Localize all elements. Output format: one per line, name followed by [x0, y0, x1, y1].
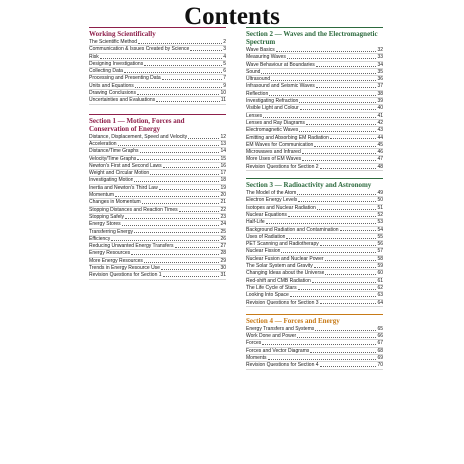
- toc-dot-leader: [163, 276, 220, 277]
- toc-entry-title: Reducing Unwanted Energy Transfers: [89, 243, 174, 250]
- toc-entry[interactable]: [246, 127, 383, 134]
- section-sec1: [89, 114, 226, 280]
- toc-entry-title: Uses of Radiation: [246, 233, 286, 240]
- toc-dot-leader: [134, 181, 219, 182]
- toc-dot-leader: [263, 117, 376, 118]
- toc-dot-leader: [302, 153, 377, 154]
- toc-entry-title: Collecting Data: [89, 68, 123, 75]
- toc-entry-page: 64: [377, 299, 383, 306]
- toc-dot-leader: [135, 87, 222, 88]
- toc-dot-leader: [286, 238, 376, 239]
- toc-entry-page: 59: [377, 263, 383, 270]
- toc-entry-title: Revision Questions for Section 1: [89, 272, 162, 279]
- toc-entry[interactable]: [89, 46, 226, 53]
- toc-entry[interactable]: [246, 54, 383, 61]
- toc-entry-page: 7: [223, 75, 226, 82]
- toc-entry-title: Stopping Distances and Reaction Times: [89, 206, 178, 213]
- toc-entry-title: Energy Transfers and Systems: [246, 325, 315, 332]
- toc-entry[interactable]: [246, 241, 383, 248]
- toc-entry[interactable]: [246, 120, 383, 127]
- toc-entry-page: 2: [223, 39, 226, 45]
- toc-entry-page: 51: [377, 204, 383, 211]
- toc-entry-page: 49: [377, 190, 383, 197]
- toc-dot-leader: [266, 223, 377, 224]
- toc-dot-leader: [137, 159, 219, 160]
- toc-entry[interactable]: [246, 285, 383, 292]
- toc-entry-page: 5: [223, 60, 226, 67]
- toc-entry-title: Communication & Issues Created by Science: [89, 46, 190, 53]
- toc-entry-page: 14: [220, 148, 226, 155]
- toc-dot-leader: [100, 58, 222, 59]
- toc-entry-page: 20: [220, 192, 226, 199]
- toc-dot-leader: [325, 274, 376, 275]
- toc-entry-page: 37: [377, 83, 383, 90]
- toc-entry[interactable]: [246, 355, 383, 362]
- toc-entry-title: Measuring Waves: [246, 54, 286, 61]
- toc-entry-page: 26: [220, 235, 226, 242]
- toc-dot-leader: [134, 232, 219, 233]
- toc-entry-title: Half-Life: [246, 219, 265, 226]
- toc-dot-leader: [262, 344, 376, 345]
- toc-entry[interactable]: [89, 199, 226, 206]
- toc-entry-page: 13: [220, 140, 226, 147]
- toc-entry-title: Drawing Conclusions: [89, 90, 136, 97]
- toc-dot-leader: [302, 160, 376, 161]
- toc-entry-page: 62: [377, 284, 383, 291]
- toc-entry-title: Uncertainties and Evaluations: [89, 97, 156, 104]
- toc-dot-leader: [314, 146, 376, 147]
- section-heading: Section 2 — Waves and the Electromagnetic Spectrum: [246, 27, 383, 46]
- toc-entry[interactable]: [89, 177, 226, 184]
- toc-entry-page: 35: [377, 68, 383, 75]
- toc-entry[interactable]: [246, 227, 383, 234]
- toc-dot-leader: [269, 95, 376, 96]
- toc-entry-page: 22: [220, 206, 226, 213]
- toc-entry-page: 17: [220, 170, 226, 177]
- toc-entry-page: 53: [377, 219, 383, 226]
- toc-entry-title: Red-shift and CMB Radiation: [246, 277, 311, 284]
- toc-entry[interactable]: [246, 205, 383, 212]
- toc-entry-page: 69: [377, 354, 383, 361]
- toc-entry-page: 19: [220, 184, 226, 191]
- toc-dot-leader: [271, 80, 376, 81]
- toc-dot-leader: [161, 269, 219, 270]
- toc-entry-page: 32: [377, 47, 383, 53]
- toc-entry-title: Nuclear Fission: [246, 248, 281, 255]
- toc-entry[interactable]: [246, 76, 383, 83]
- toc-entry-title: EM Waves for Communication: [246, 141, 314, 148]
- toc-dot-leader: [140, 152, 220, 153]
- toc-dot-leader: [111, 240, 219, 241]
- toc-entry-page: 30: [220, 265, 226, 272]
- toc-entry[interactable]: [246, 300, 383, 307]
- toc-entry[interactable]: [89, 170, 226, 177]
- toc-dot-leader: [300, 109, 377, 110]
- toc-dot-leader: [298, 201, 376, 202]
- toc-entry[interactable]: [246, 219, 383, 226]
- toc-entry[interactable]: [246, 197, 383, 204]
- toc-dot-leader: [299, 131, 376, 132]
- toc-dot-leader: [314, 267, 377, 268]
- toc-entry-title: Forces: [246, 340, 262, 347]
- toc-entry[interactable]: [246, 212, 383, 219]
- toc-entry-title: The Model of the Atom: [246, 190, 297, 197]
- toc-entry[interactable]: [246, 234, 383, 241]
- toc-dot-leader: [268, 359, 377, 360]
- toc-entry-title: More Energy Resources: [89, 257, 143, 264]
- toc-dot-leader: [125, 218, 219, 219]
- toc-entry[interactable]: [89, 163, 226, 170]
- toc-entry-title: Ultrasound: [246, 76, 271, 83]
- toc-entry[interactable]: [89, 192, 226, 199]
- toc-entry-title: Efficiency: [89, 235, 111, 242]
- toc-dot-leader: [340, 230, 377, 231]
- toc-entry[interactable]: [89, 221, 226, 228]
- toc-dot-leader: [316, 87, 377, 88]
- toc-entry[interactable]: [89, 97, 226, 104]
- toc-entry[interactable]: [89, 141, 226, 148]
- toc-dot-leader: [122, 225, 220, 226]
- toc-entry-title: Trends in Energy Resource Use: [89, 265, 160, 272]
- toc-dot-leader: [325, 260, 377, 261]
- toc-entry[interactable]: [89, 54, 226, 61]
- toc-entry[interactable]: [246, 190, 383, 197]
- section-heading: Section 1 — Motion, Forces and Conservation of Energy: [89, 114, 226, 133]
- toc-entry[interactable]: [89, 83, 226, 90]
- toc-entry-title: Investigating Refraction: [246, 98, 299, 105]
- toc-entry-page: 67: [377, 340, 383, 347]
- toc-entry[interactable]: [246, 270, 383, 277]
- toc-dot-leader: [320, 303, 377, 304]
- toc-entry-title: Risk: [89, 53, 99, 60]
- section-sec3: [246, 178, 383, 307]
- section-heading: Working Scientifically: [89, 27, 226, 38]
- toc-entry[interactable]: [246, 62, 383, 69]
- toc-entry-title: Wave Behaviour at Boundaries: [246, 61, 315, 68]
- toc-dot-leader: [317, 209, 377, 210]
- toc-entry-page: 34: [377, 61, 383, 68]
- toc-entry-title: Microwaves and Infrared: [246, 149, 301, 156]
- toc-entry-page: 38: [377, 90, 383, 97]
- toc-entry[interactable]: [246, 69, 383, 76]
- toc-entry-title: Units and Equations: [89, 82, 134, 89]
- toc-entry-title: Background Radiation and Contamination: [246, 226, 339, 233]
- toc-entry-title: Stopping Safely: [89, 213, 125, 220]
- toc-entry-title: Nuclear Fusion and Nuclear Power: [246, 255, 324, 262]
- toc-entry-page: 50: [377, 197, 383, 204]
- toc-dot-leader: [288, 216, 377, 217]
- toc-dot-leader: [179, 211, 220, 212]
- toc-entry[interactable]: [246, 348, 383, 355]
- toc-entry[interactable]: [89, 250, 226, 257]
- toc-entry-title: Newton's First and Second Laws: [89, 162, 162, 169]
- toc-entry-page: 33: [377, 54, 383, 61]
- toc-entry-page: 60: [377, 270, 383, 277]
- toc-entry-page: 46: [377, 149, 383, 156]
- toc-entry[interactable]: [89, 90, 226, 97]
- toc-entry-title: More Uses of EM Waves: [246, 156, 302, 163]
- toc-dot-leader: [156, 101, 220, 102]
- toc-dot-leader: [162, 79, 223, 80]
- toc-entry-title: Inertia and Newton's Third Law: [89, 184, 158, 191]
- toc-entry[interactable]: [89, 243, 226, 250]
- toc-entry[interactable]: [246, 340, 383, 347]
- toc-entry-page: 29: [220, 257, 226, 264]
- toc-entry-page: 58: [377, 255, 383, 262]
- toc-entry[interactable]: [89, 39, 226, 46]
- toc-entry[interactable]: [89, 214, 226, 221]
- toc-entry-title: Moments: [246, 354, 267, 361]
- toc-entry-page: 43: [377, 127, 383, 134]
- toc-entry-title: Sound: [246, 68, 261, 75]
- toc-entry-page: 63: [377, 292, 383, 299]
- toc-entry-page: 66: [377, 333, 383, 340]
- toc-dot-leader: [315, 330, 376, 331]
- toc-dot-leader: [118, 145, 220, 146]
- toc-entry[interactable]: [246, 91, 383, 98]
- toc-entry[interactable]: [89, 272, 226, 279]
- toc-entry-page: 27: [220, 243, 226, 250]
- toc-entry-page: 21: [220, 199, 226, 206]
- toc-dot-leader: [310, 352, 376, 353]
- toc-entry-title: Electron Energy Levels: [246, 197, 298, 204]
- toc-entry-title: Changes in Momentum: [89, 199, 141, 206]
- toc-entry-title: Revision Questions for Section 3: [246, 299, 319, 306]
- toc-entry-page: 11: [220, 97, 226, 104]
- toc-entry-page: 39: [377, 98, 383, 105]
- toc-entry-page: 65: [377, 325, 383, 332]
- toc-dot-leader: [261, 73, 376, 74]
- toc-entry-title: Changing Ideas about the Universe: [246, 270, 325, 277]
- toc-entry-page: 6: [223, 68, 226, 75]
- toc-entry-page: 61: [377, 277, 383, 284]
- toc-entry-title: Infrasound and Seismic Waves: [246, 83, 315, 90]
- toc-entry[interactable]: [246, 156, 383, 163]
- toc-entry-page: 15: [220, 155, 226, 162]
- toc-entry[interactable]: [246, 47, 383, 54]
- toc-dot-leader: [144, 65, 222, 66]
- toc-dot-leader: [190, 50, 222, 51]
- toc-entry-page: 16: [220, 162, 226, 169]
- toc-entry-page: 68: [377, 347, 383, 354]
- toc-entry-page: 3: [223, 46, 226, 53]
- toc-entry-title: Energy Stores: [89, 221, 121, 228]
- toc-entry[interactable]: [89, 148, 226, 155]
- toc-entry-title: Visible Light and Colour: [246, 105, 299, 112]
- toc-entry[interactable]: [89, 61, 226, 68]
- toc-dot-leader: [115, 196, 219, 197]
- toc-dot-leader: [159, 189, 220, 190]
- toc-entry-title: The Scientific Method: [89, 39, 138, 45]
- toc-entry-title: Emitting and Absorbing EM Radiation: [246, 134, 329, 141]
- toc-entry-page: 31: [220, 272, 226, 279]
- toc-entry[interactable]: [246, 292, 383, 299]
- toc-entry-page: 48: [377, 163, 383, 170]
- section-heading: Section 4 — Forces and Energy: [246, 314, 383, 325]
- toc-entry-page: 55: [377, 233, 383, 240]
- toc-entry[interactable]: [89, 265, 226, 272]
- toc-entry-title: PET Scanning and Radiotherapy: [246, 241, 319, 248]
- toc-entry-page: 40: [377, 105, 383, 112]
- toc-entry-title: Momentum: [89, 192, 115, 199]
- toc-dot-leader: [298, 289, 377, 290]
- toc-entry-title: Energy Resources: [89, 250, 131, 257]
- toc-dot-leader: [290, 296, 377, 297]
- toc-entry-title: Nuclear Equations: [246, 211, 287, 218]
- toc-entry-page: 42: [377, 119, 383, 126]
- section-heading: Section 3 — Radioactivity and Astronomy: [246, 178, 383, 189]
- toc-dot-leader: [163, 167, 220, 168]
- toc-dot-leader: [297, 337, 376, 338]
- toc-dot-leader: [281, 252, 376, 253]
- toc-entry[interactable]: [89, 229, 226, 236]
- toc-dot-leader: [312, 282, 377, 283]
- right-column: [246, 27, 383, 370]
- toc-dot-leader: [316, 66, 377, 67]
- toc-dot-leader: [306, 124, 377, 125]
- toc-entry-page: 70: [377, 362, 383, 369]
- toc-dot-leader: [137, 94, 219, 95]
- toc-dot-leader: [188, 138, 219, 139]
- toc-entry[interactable]: [246, 256, 383, 263]
- toc-entry-title: Revision Questions for Section 2: [246, 163, 319, 170]
- toc-dot-leader: [142, 203, 220, 204]
- toc-entry[interactable]: [89, 68, 226, 75]
- toc-dot-leader: [287, 58, 377, 59]
- toc-entry-title: Forces and Vector Diagrams: [246, 347, 310, 354]
- toc-entry-page: 54: [377, 226, 383, 233]
- toc-entry[interactable]: [246, 248, 383, 255]
- toc-entry-page: 41: [377, 112, 383, 119]
- toc-entry[interactable]: [246, 98, 383, 105]
- toc-entry-page: 23: [220, 213, 226, 220]
- toc-entry-page: 47: [377, 156, 383, 163]
- toc-entry[interactable]: [246, 135, 383, 142]
- toc-dot-leader: [150, 174, 219, 175]
- toc-entry-title: Isotopes and Nuclear Radiation: [246, 204, 316, 211]
- toc-dot-leader: [276, 51, 377, 52]
- toc-entry[interactable]: [246, 113, 383, 120]
- toc-entry[interactable]: [89, 185, 226, 192]
- toc-entry[interactable]: [89, 75, 226, 82]
- toc-entry-title: The Life Cycle of Stars: [246, 284, 297, 291]
- toc-entry[interactable]: [246, 83, 383, 90]
- toc-entry-title: The Solar System and Gravity: [246, 263, 313, 270]
- toc-dot-leader: [320, 168, 377, 169]
- toc-dot-leader: [124, 72, 222, 73]
- toc-entry-page: 24: [220, 221, 226, 228]
- toc-entry-page: 28: [220, 250, 226, 257]
- toc-entry-page: 18: [220, 177, 226, 184]
- toc-entry[interactable]: [89, 156, 226, 163]
- toc-entry[interactable]: [246, 326, 383, 333]
- toc-entry-page: 9: [223, 82, 226, 89]
- toc-entry-title: Velocity/Time Graphs: [89, 155, 137, 162]
- toc-entry[interactable]: [246, 362, 383, 369]
- toc-entry[interactable]: [246, 164, 383, 171]
- toc-entry-page: 25: [220, 228, 226, 235]
- toc-entry-page: 4: [223, 53, 226, 60]
- toc-entry[interactable]: [89, 236, 226, 243]
- section-sec2: [246, 27, 383, 171]
- toc-dot-leader: [131, 254, 219, 255]
- toc-entry-title: Investigating Motion: [89, 177, 134, 184]
- toc-entry-page: 56: [377, 241, 383, 248]
- toc-dot-leader: [144, 262, 220, 263]
- toc-entry-title: Lenses: [246, 112, 263, 119]
- toc-dot-leader: [297, 194, 376, 195]
- left-column: [89, 27, 226, 280]
- toc-entry-page: 12: [220, 133, 226, 140]
- toc-entry-title: Reflection: [246, 90, 269, 97]
- toc-dot-leader: [320, 245, 377, 246]
- toc-entry[interactable]: [246, 149, 383, 156]
- toc-entry-title: Revision Questions for Section 4: [246, 362, 319, 369]
- toc-dot-leader: [299, 102, 376, 103]
- toc-entry-title: Distance, Displacement, Speed and Velocity: [89, 133, 188, 140]
- toc-entry-page: 36: [377, 76, 383, 83]
- toc-entry-title: Acceleration: [89, 140, 117, 147]
- toc-entry-title: Looking Into Space: [246, 292, 289, 299]
- toc-entry-title: Transferring Energy: [89, 228, 133, 235]
- toc-dot-leader: [320, 366, 377, 367]
- toc-entry-title: Processing and Presenting Data: [89, 75, 161, 82]
- page-title: Contents: [184, 3, 280, 30]
- section-sec4: [246, 314, 383, 370]
- toc-dot-leader: [138, 43, 222, 44]
- toc-entry-page: 45: [377, 141, 383, 148]
- toc-dot-leader: [175, 247, 220, 248]
- toc-entry-title: Wave Basics: [246, 47, 275, 53]
- toc-entry[interactable]: [89, 134, 226, 141]
- toc-entry[interactable]: [246, 278, 383, 285]
- toc-entry-title: Work Done and Power: [246, 333, 297, 340]
- toc-entry[interactable]: [246, 333, 383, 340]
- toc-dot-leader: [330, 138, 377, 139]
- toc-entry-title: Designing Investigations: [89, 60, 144, 67]
- toc-entry-title: Weight and Circular Motion: [89, 170, 150, 177]
- toc-entry-page: 52: [377, 211, 383, 218]
- section-working: [89, 27, 226, 105]
- toc-entry-title: Lenses and Ray Diagrams: [246, 119, 305, 126]
- toc-entry[interactable]: [89, 207, 226, 214]
- toc-entry-title: Distance/Time Graphs: [89, 148, 139, 155]
- toc-entry[interactable]: [246, 263, 383, 270]
- toc-entry[interactable]: [89, 258, 226, 265]
- toc-entry[interactable]: [246, 142, 383, 149]
- toc-entry-page: 10: [220, 90, 226, 97]
- toc-entry-title: Electromagnetic Waves: [246, 127, 299, 134]
- toc-entry-page: 57: [377, 248, 383, 255]
- toc-entry-page: 44: [377, 134, 383, 141]
- toc-entry[interactable]: [246, 105, 383, 112]
